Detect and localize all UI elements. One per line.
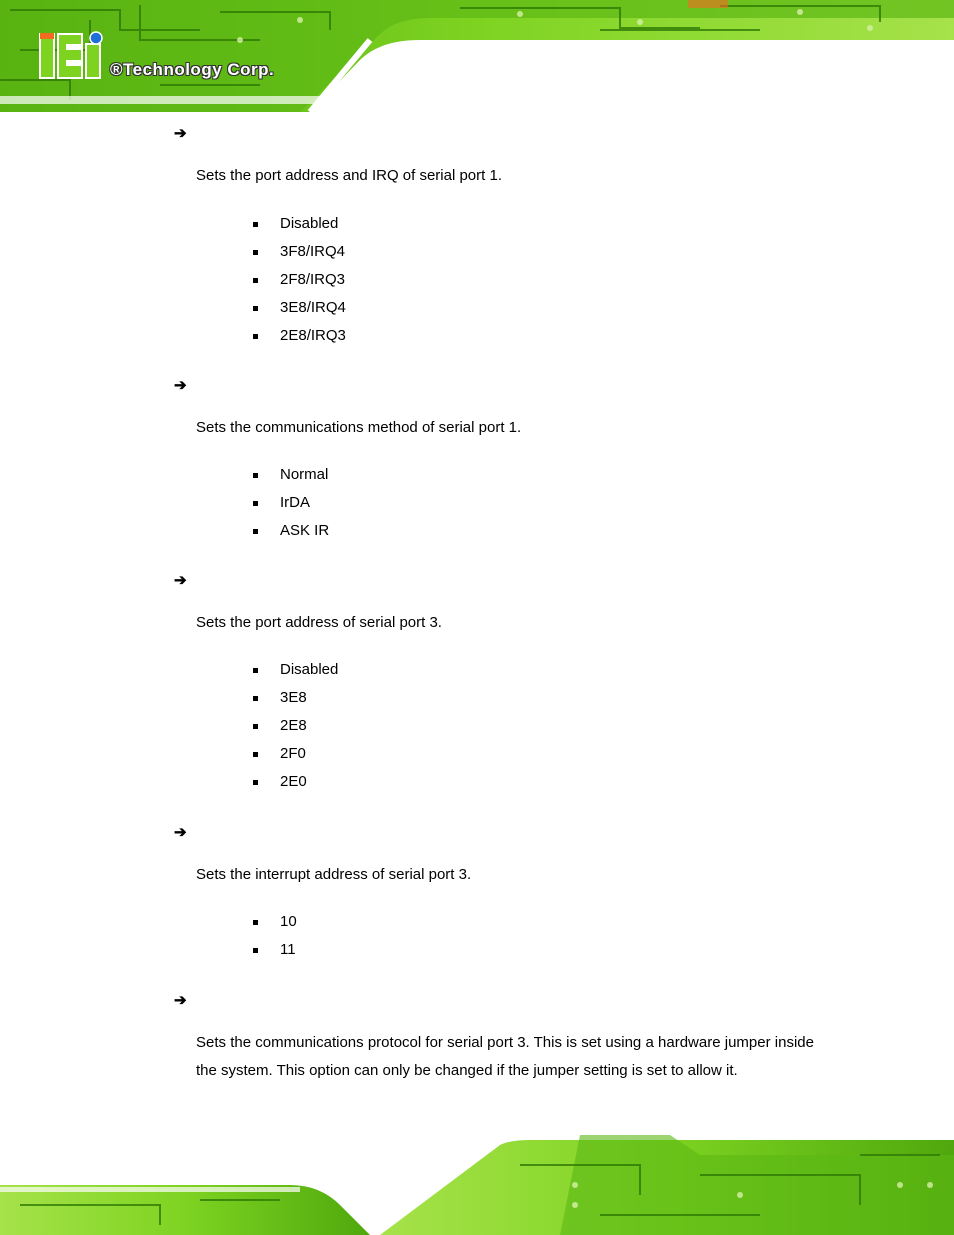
list-item: IrDA: [252, 489, 329, 517]
pcb-footer-graphic: [0, 1125, 954, 1235]
page-header: [0, 0, 954, 112]
arrow-icon: ➔: [174, 377, 187, 394]
option-description: Sets the port address of serial port 3.: [196, 614, 442, 631]
list-item: 3F8/IRQ4: [252, 238, 346, 266]
list-item: 2E0: [252, 768, 338, 796]
list-item: 2E8/IRQ3: [252, 322, 346, 350]
page-footer: [0, 1125, 954, 1235]
option-description: Sets the communications method of serial port 1.: [196, 419, 522, 436]
list-item: 11: [252, 936, 297, 964]
option-list: [252, 210, 346, 350]
list-item: 2F0: [252, 740, 338, 768]
brand-name: ®Technology Corp.: [110, 60, 275, 79]
option-description: Sets the port address and IRQ of serial port 1.: [196, 167, 502, 184]
list-item: 2E8: [252, 712, 338, 740]
list-item: 3E8: [252, 684, 338, 712]
option-list: [252, 908, 297, 964]
arrow-icon: ➔: [174, 125, 187, 142]
list-item: 2F8/IRQ3: [252, 266, 346, 294]
option-description: Sets the communications protocol for serial port 3. This is set using a hardware jumper inside the system. This option can only be changed if the jumper setting is set to allow it.: [196, 1034, 814, 1079]
arrow-icon: ➔: [174, 824, 187, 841]
list-item: Disabled: [252, 656, 338, 684]
option-list: [252, 656, 338, 796]
option-description: Sets the interrupt address of serial port 3.: [196, 866, 472, 883]
list-item: ASK IR: [252, 517, 329, 545]
list-item: 10: [252, 908, 297, 936]
pcb-header-graphic: [0, 0, 954, 112]
list-item: 3E8/IRQ4: [252, 294, 346, 322]
list-item: Disabled: [252, 210, 346, 238]
option-list: [252, 461, 329, 545]
arrow-icon: ➔: [174, 992, 187, 1009]
list-item: Normal: [252, 461, 329, 489]
arrow-icon: ➔: [174, 572, 187, 589]
